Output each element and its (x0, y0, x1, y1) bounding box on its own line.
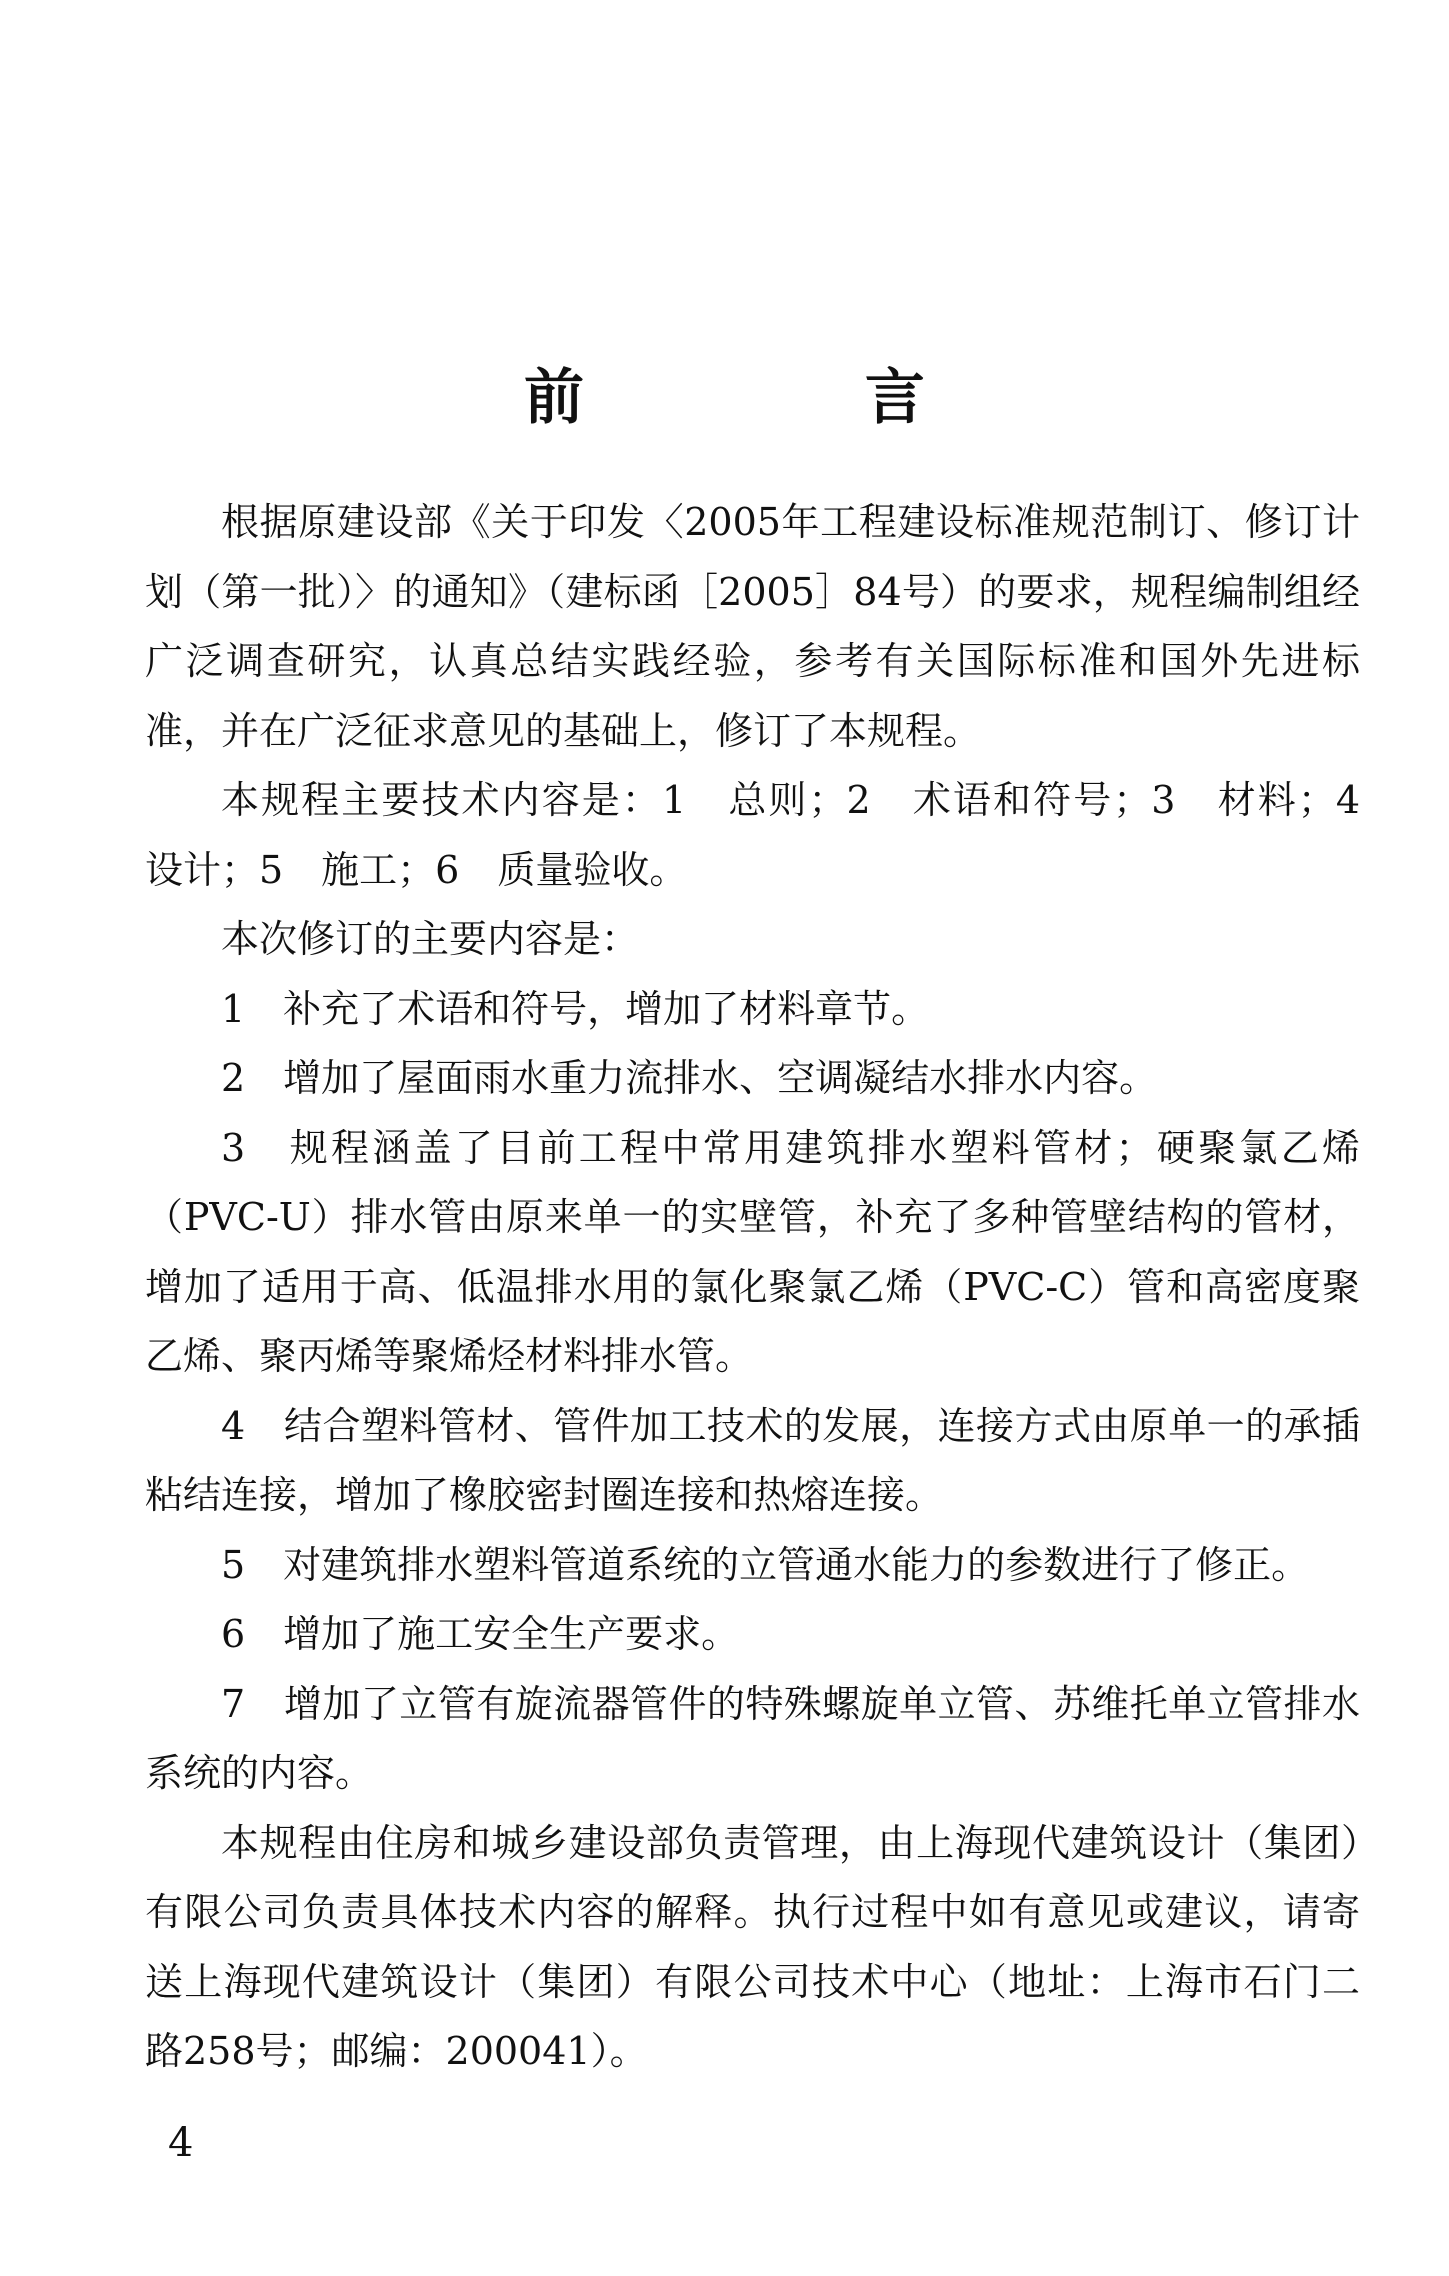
paragraph-revision-heading: 本次修订的主要内容是： (221, 917, 640, 961)
paragraph-intro: 根据原建设部《关于印发〈2005年工程建设标准规范制订、修订计划（第一批）〉的通知》（建标函［2005］84号）的要求，规程编制组经广泛调查研究，认真总结实践经验，参考有关国际标准和国外先进标准，并在广泛征求意见的基础上，修订了本规程。 (145, 500, 1360, 753)
paragraph-technical-content: 本规程主要技术内容是：1 总则；2 术语和符号；3 材料；4 设计；5 施工；6 质量验收。 (145, 778, 1399, 892)
page-title: 前 言 (524, 363, 1055, 434)
paragraph-management: 本规程由住房和城乡建设部负责管理，由上海现代建筑设计（集团）有限公司负责具体技术内容的解释。执行过程中如有意见或建议，请寄送上海现代建筑设计（集团）有限公司技术中心（地址：上海市石门二路258号；邮编：200041）。 (145, 1820, 1360, 2073)
revision-item-2: 2 增加了屋面雨水重力流排水、空调凝结水排水内容。 (221, 1056, 1158, 1100)
revision-item-6: 6 增加了施工安全生产要求。 (221, 1612, 740, 1656)
revision-item-3: 3 规程涵盖了目前工程中常用建筑排水塑料管材；硬聚氯乙烯（PVC-U）排水管由原来单一的实壁管，补充了多种管壁结构的管材，增加了适用于高、低温排水用的氯化聚氯乙烯（PVC-C）管和高密度聚乙烯、聚丙烯等聚烯烃材料排水管。 (145, 1125, 1360, 1378)
revision-item-5: 5 对建筑排水塑料管道系统的立管通水能力的参数进行了修正。 (221, 1542, 1310, 1587)
revision-item-4: 4 结合塑料管材、管件加工技术的发展，连接方式由原单一的承插粘结连接，增加了橡胶密封圈连接和热熔连接。 (145, 1403, 1360, 1517)
page-number: 4 (168, 2120, 194, 2166)
revision-item-1: 1 补充了术语和符号，增加了材料章节。 (221, 986, 930, 1031)
revision-item-7: 7 增加了立管有旋流器管件的特殊螺旋单立管、苏维托单立管排水系统的内容。 (145, 1681, 1360, 1795)
preface-body (145, 488, 1399, 2087)
